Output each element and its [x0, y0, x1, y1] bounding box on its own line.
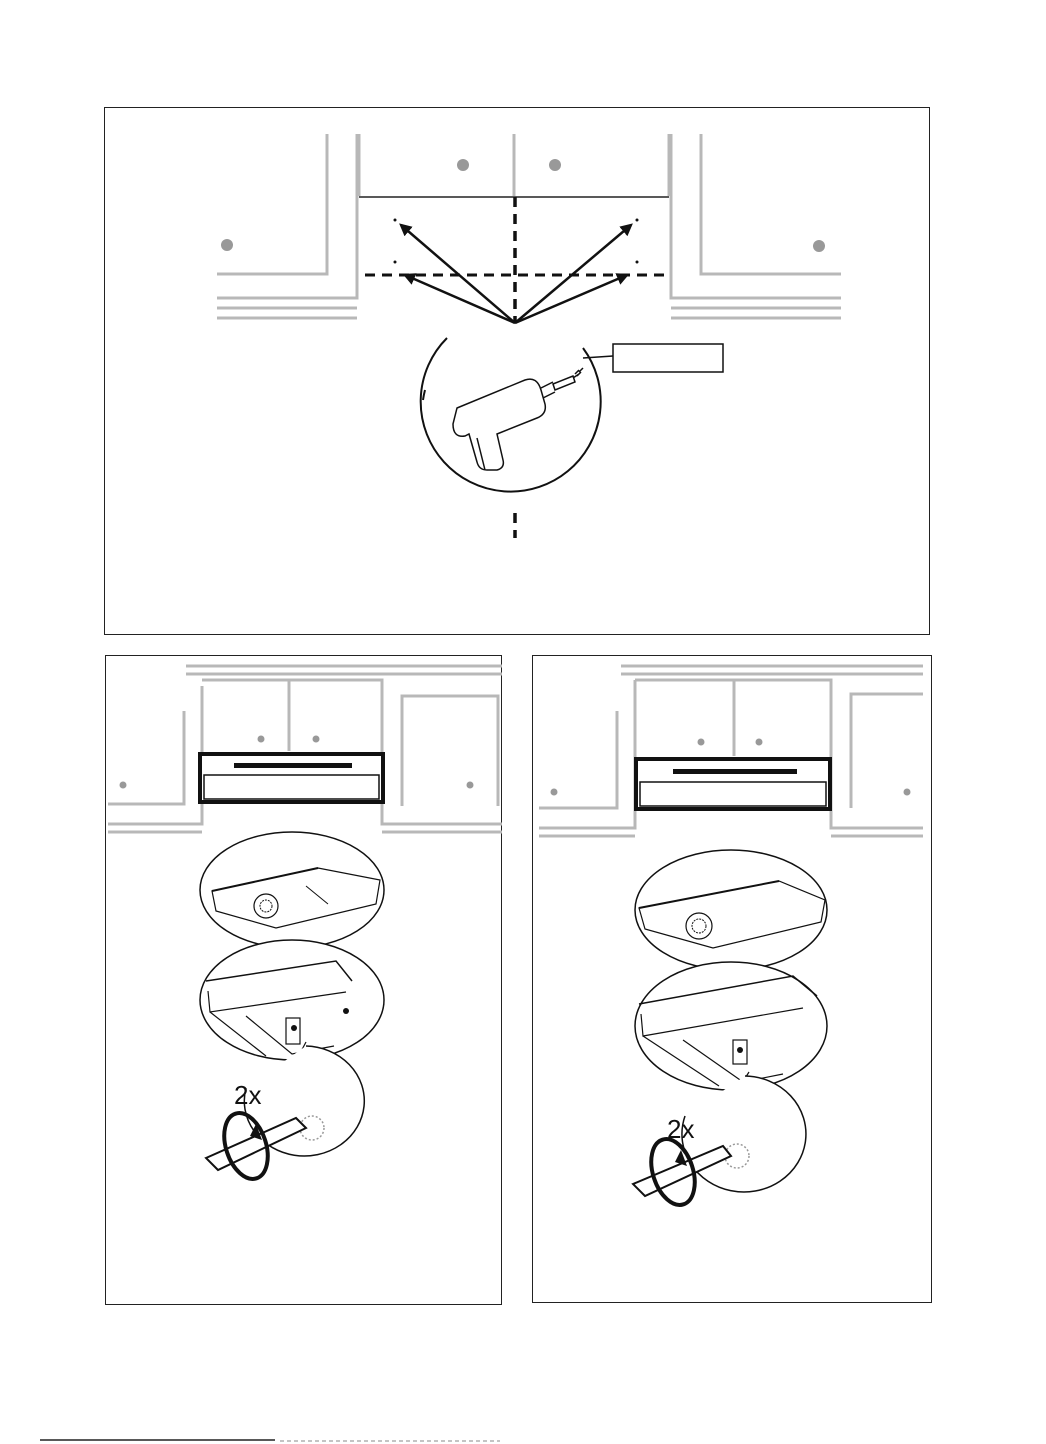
- right-cabinet: [671, 134, 841, 318]
- range-hood-right: [636, 759, 830, 809]
- hood-detail-callout-1: [200, 832, 384, 948]
- center-cabinet: [359, 134, 669, 196]
- repeat-count-label-right: 2x: [667, 1114, 695, 1144]
- drilling-diagram: [105, 108, 931, 636]
- mounting-panel-left: [105, 655, 502, 1305]
- mounting-panel-right: [532, 655, 932, 1303]
- hood-detail-callout-2-right: [635, 962, 827, 1090]
- left-cabinet-knob: [221, 239, 233, 251]
- mounting-diagram-right: [533, 656, 933, 1304]
- mounting-diagram-left: [106, 656, 503, 1306]
- drill-label-box: [613, 344, 723, 372]
- page-footer-line: [0, 1438, 540, 1444]
- screwdriver-callout-right: [633, 1072, 806, 1211]
- screwdriver-callout-left: [206, 1042, 364, 1185]
- range-hood-left: [200, 754, 383, 802]
- hood-detail-callout-1-right: [635, 850, 827, 970]
- hood-detail-callout-2: [200, 940, 384, 1060]
- right-cabinet-knob: [813, 240, 825, 252]
- drill-icon: [453, 368, 583, 470]
- left-cabinet: [217, 134, 357, 318]
- left-panel-cabinets: [108, 666, 502, 832]
- repeat-count-label-left: 2x: [234, 1080, 262, 1110]
- drilling-panel: [104, 107, 930, 635]
- center-cabinet-knob-left: [457, 159, 469, 171]
- center-cabinet-knob-right: [549, 159, 561, 171]
